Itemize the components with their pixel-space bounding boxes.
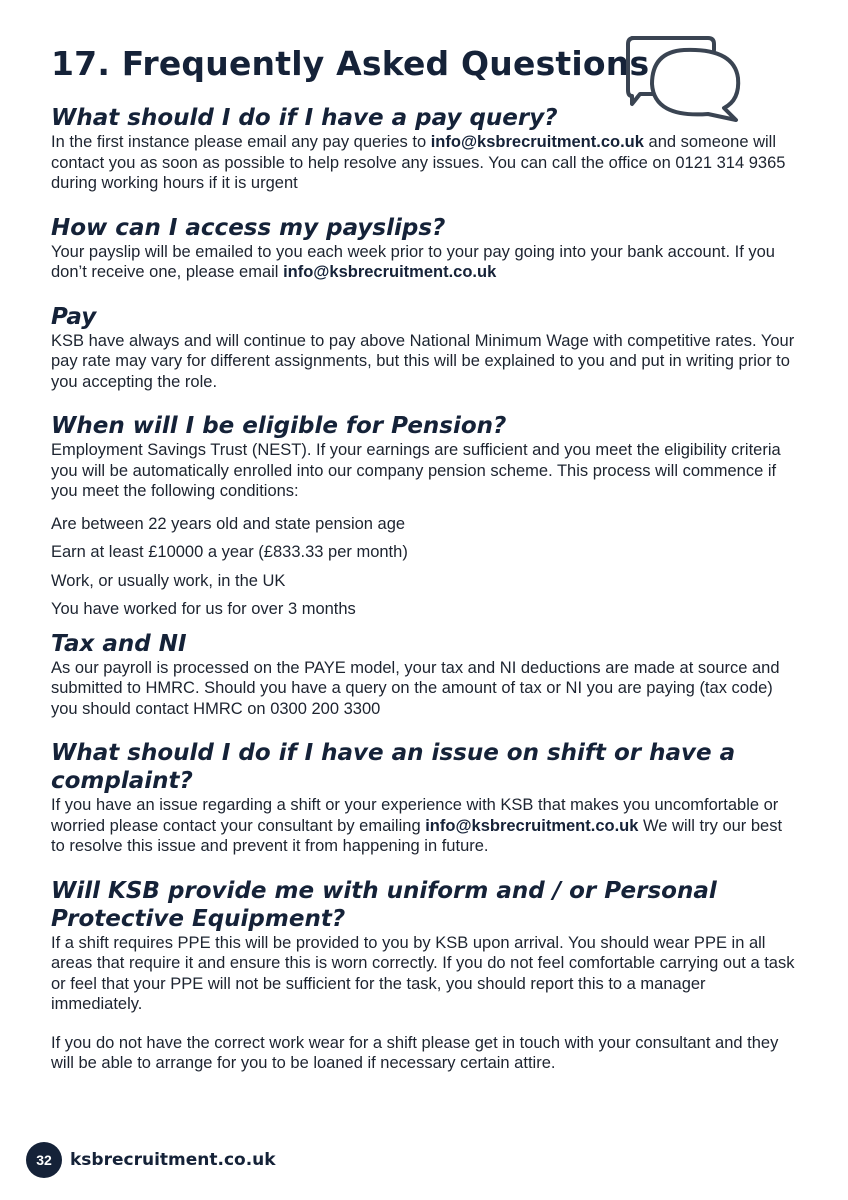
email-link[interactable]: info@ksbrecruitment.co.uk	[430, 133, 644, 151]
faq-heading: Pay	[51, 303, 97, 330]
faq-heading: Will KSB provide me with uniform and / or Personal Protective Equipment?	[51, 877, 717, 932]
faq-answer: Employment Savings Trust (NEST). If your earnings are sufficient and you meet the eligibility criteria you will be automatically enrolled into our company pension scheme. This process will commence if you meet the following conditions:	[51, 441, 781, 500]
faq-tax	[51, 630, 796, 720]
faq-content	[51, 104, 796, 1074]
faq-heading: Tax and NI	[51, 630, 187, 657]
list-item: Earn at least £10000 a year (£833.33 per month)	[51, 543, 408, 561]
answer-text: If you have an issue regarding a shift or your experience with KSB that makes you uncomfortable or worried please contact your consultant by emailing	[51, 796, 779, 835]
faq-answer: If you do not have the correct work wear for a shift please get in touch with your consultant and they will be able to arrange for you to be loaned if necessary certain attire.	[51, 1033, 779, 1072]
faq-heading: What should I do if I have an issue on shift or have a complaint?	[51, 740, 736, 794]
faq-heading: How can I access my payslips?	[51, 214, 446, 241]
answer-text: and someone will contact you as soon as possible to help resolve any issues. You can call the office on 0121 314 9365 during working hours if it is urgent	[51, 133, 786, 192]
faq-answer: As our payroll is processed on the PAYE model, your tax and NI deductions are made at source and submitted to HMRC. Should you have a query on the amount of tax or NI you are paying (tax code) you should contact HMRC on 0300 200 3300	[51, 658, 780, 718]
faq-heading: When will I be eligible for Pension?	[51, 413, 507, 439]
faq-pension	[51, 412, 796, 620]
faq-complaint	[51, 739, 796, 857]
email-link[interactable]: info@ksbrecruitment.co.uk	[425, 816, 639, 835]
faq-pay-query	[51, 104, 796, 194]
list-item: You have worked for us for over 3 months	[51, 600, 356, 618]
faq-answer	[51, 242, 796, 283]
faq-answer: KSB have always and will continue to pay above National Minimum Wage with competitive rates. Your pay rate may vary for different assignments, but this will be explained to you and put in writing prior to you accepting the role.	[51, 331, 795, 391]
page-number: 32	[26, 1142, 62, 1178]
faq-heading: What should I do if I have a pay query?	[51, 105, 558, 131]
answer-text: In the first instance please email any pay queries to	[51, 133, 431, 151]
website-link[interactable]: ksbrecruitment.co.uk	[70, 1150, 276, 1170]
list-item: Work, or usually work, in the UK	[51, 571, 286, 590]
email-link[interactable]: info@ksbrecruitment.co.uk	[283, 263, 497, 281]
page-footer	[26, 1142, 276, 1178]
pension-conditions	[51, 514, 796, 620]
page-title: 17. Frequently Asked Questions	[51, 44, 650, 83]
faq-payslips	[51, 214, 796, 283]
answer-text: Your payslip will be emailed to you each week prior to your pay going into your bank account. If you don’t receive one, please email	[51, 242, 775, 281]
faq-ppe	[51, 877, 796, 1074]
faq-pay	[51, 303, 796, 393]
answer-text: We will try our best to resolve this issue and prevent it from happening in future.	[51, 816, 783, 855]
faq-answer	[51, 132, 796, 194]
faq-answer	[51, 795, 796, 857]
faq-answer: If a shift requires PPE this will be provided to you by KSB upon arrival. You should wear PPE in all areas that require it and ensure this is worn correctly. If you do not feel comfortable carrying out a task or feel that your PPE will not be sufficient for the task, you should report this to a manager immediately.	[51, 933, 795, 1013]
list-item: Are between 22 years old and state pension age	[51, 514, 406, 533]
